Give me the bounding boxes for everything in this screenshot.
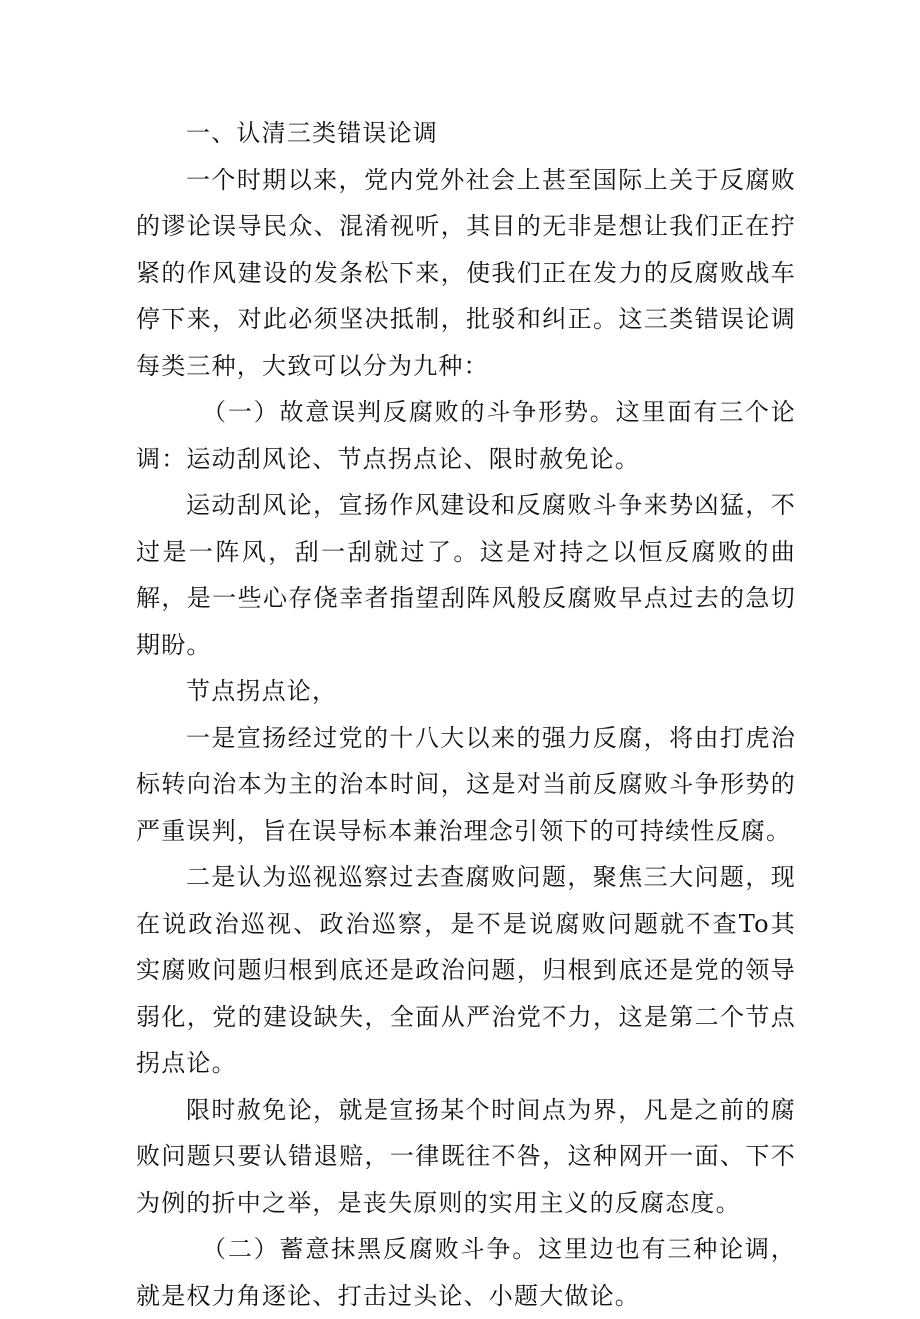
section-heading: 一、认清三类错误论调: [186, 119, 438, 147]
subsection-heading-one: （一）故意误判反腐败的斗争形势。这里面有三个论调：运动刮风论、节点拐点论、限时赦免论。: [136, 398, 796, 473]
intro-paragraph: 一个时期以来，党内党外社会上甚至国际上关于反腐败的谬论误导民众、混淆视听，其目的无非是想让我们正在拧紧的作风建设的发条松下来，使我们正在发力的反腐败战车停下来，对此必须坚决抵制，批驳和纠正。这三类错误论调每类三种，大致可以分为九种：: [136, 165, 796, 380]
document-body: [136, 110, 796, 1319]
paragraph-point-two: 二是认为巡视巡察过去查腐败问题，聚焦三大问题，现在说政治巡视、政治巡察，是不是说腐败问题就不查To其实腐败问题归根到底还是政治问题，归根到底还是党的领导弱化，党的建设缺失，全面从严治党不力，这是第二个节点拐点论。: [136, 863, 796, 1077]
paragraph-point-one: 一是宣扬经过党的十八大以来的强力反腐，将由打虎治标转向治本为主的治本时间，这是对当前反腐败斗争形势的严重误判，旨在误导标本兼治理念引领下的可持续性反腐。: [136, 723, 796, 845]
paragraph-turning-point-theory: 节点拐点论，: [186, 677, 338, 705]
paragraph-amnesty-theory: 限时赦免论，就是宣扬某个时间点为界，凡是之前的腐败问题只要认错退赔，一律既往不咎，这种网开一面、下不为例的折中之举，是丧失原则的实用主义的反腐态度。: [136, 1095, 796, 1217]
subsection-heading-two: （二）蓄意抹黑反腐败斗争。这里边也有三种论调，就是权力角逐论、打击过头论、小题大做论。: [136, 1235, 796, 1310]
paragraph-campaign-theory: 运动刮风论，宣扬作风建设和反腐败斗争来势凶猛，不过是一阵风，刮一刮就过了。这是对持之以恒反腐败的曲解，是一些心存侥幸者指望刮阵风般反腐败早点过去的急切期盼。: [136, 491, 796, 659]
